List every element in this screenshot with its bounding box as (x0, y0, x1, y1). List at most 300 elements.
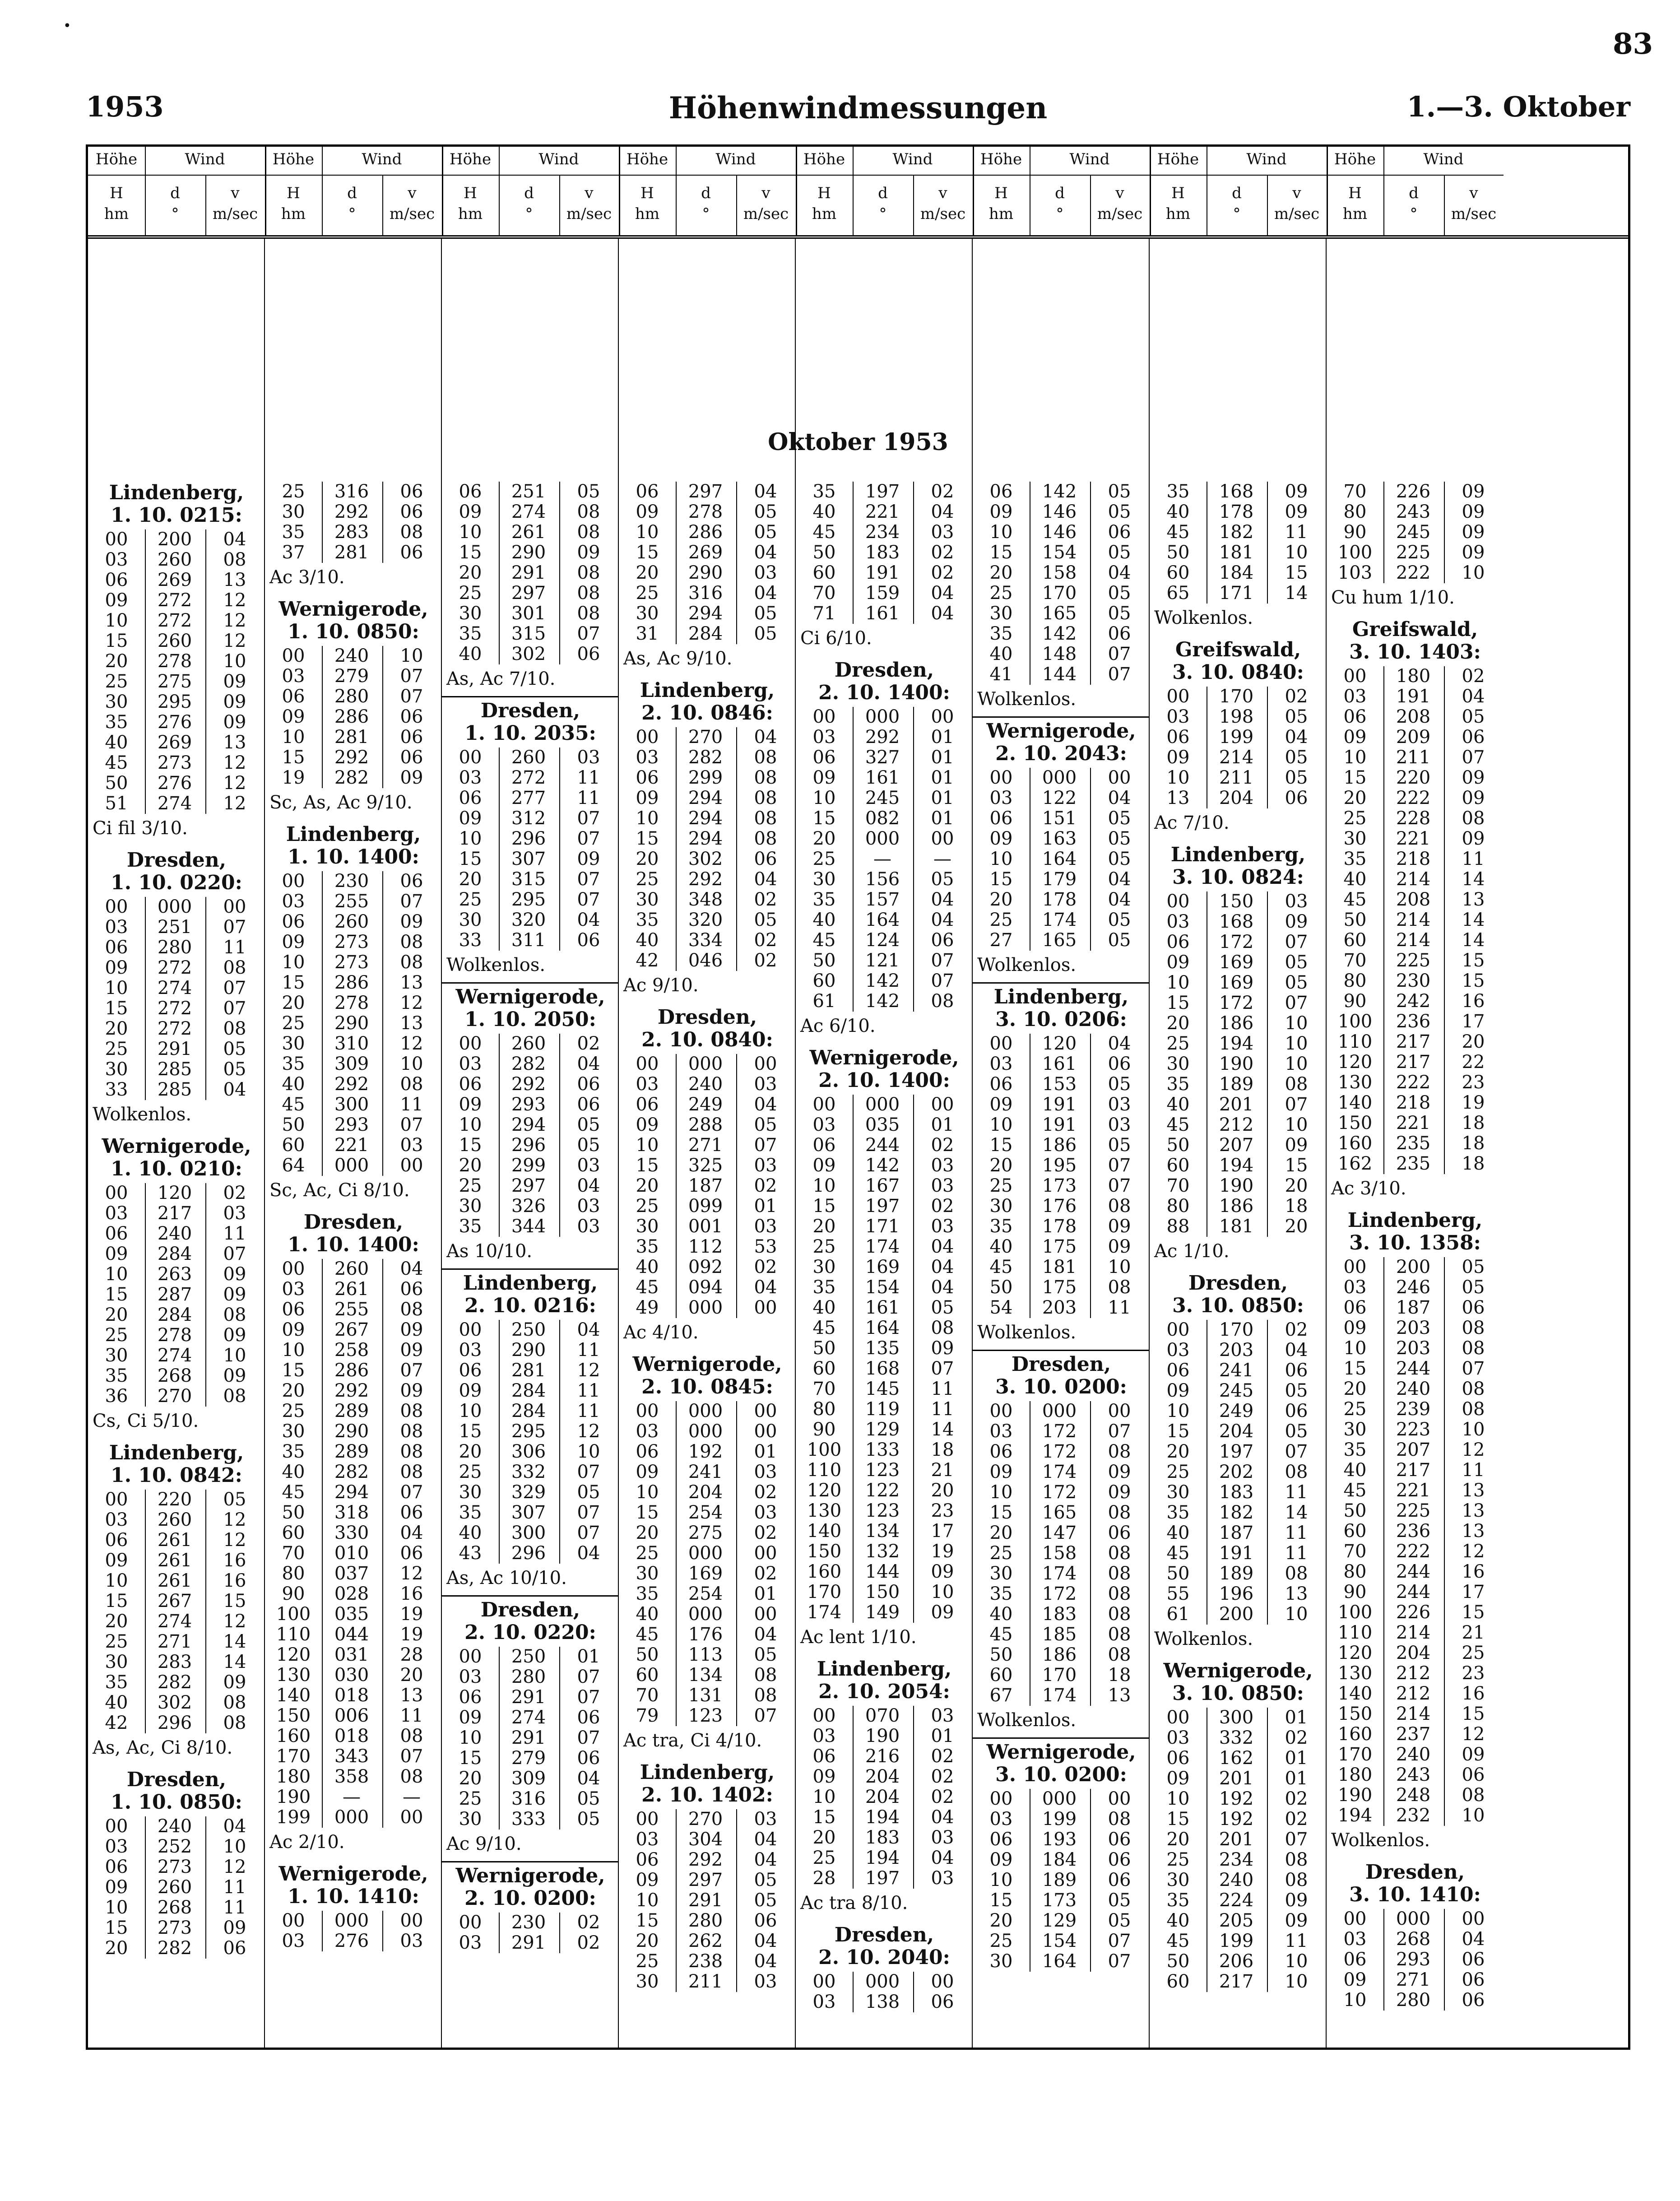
speed-cell: 08 (223, 1305, 246, 1325)
height-cell: 100 (1337, 542, 1373, 563)
cloud-note: Ac 3/10. (1331, 1178, 1406, 1199)
header-symbol: v (585, 184, 594, 202)
speed-cell: 07 (577, 889, 600, 910)
direction-cell: 218 (1396, 849, 1431, 869)
table-row (973, 1809, 1150, 1830)
height-cell: 03 (812, 1992, 836, 2012)
table-row (88, 1571, 265, 1591)
speed-cell: 07 (577, 1462, 600, 1482)
cell-divider (145, 692, 146, 712)
height-cell: 06 (282, 911, 305, 932)
table-row (442, 1381, 619, 1401)
cell-divider (676, 727, 677, 748)
cell-divider (853, 1237, 854, 1257)
height-cell: 10 (812, 1175, 836, 1196)
speed-cell: 20 (1285, 1175, 1308, 1196)
cell-divider (205, 1632, 206, 1652)
header-separator (88, 175, 265, 176)
speed-cell: 14 (931, 1419, 954, 1440)
direction-cell: 276 (157, 712, 192, 733)
speed-cell: 09 (1462, 481, 1485, 502)
header-symbol: d (878, 184, 888, 202)
direction-cell: 226 (1396, 481, 1431, 502)
cell-divider (676, 1421, 677, 1442)
table-row (796, 1135, 973, 1156)
height-cell: 30 (636, 1216, 659, 1237)
direction-cell: 217 (157, 1203, 192, 1224)
page-header (86, 90, 1630, 131)
height-cell: 60 (812, 1358, 836, 1379)
station-time: 3. 10. 0850: (1172, 1682, 1304, 1705)
table-row (1150, 1931, 1327, 1951)
direction-cell: 309 (511, 1768, 546, 1789)
cell-divider (1090, 829, 1091, 849)
cell-divider (676, 1911, 677, 1931)
table-row (796, 1542, 973, 1562)
table-row (1327, 1481, 1504, 1501)
height-cell: 09 (459, 1380, 482, 1401)
direction-cell: 176 (1042, 1196, 1077, 1217)
direction-cell: 260 (511, 747, 546, 768)
height-cell: 00 (282, 871, 305, 892)
height-cell: 03 (105, 917, 128, 938)
data-table (86, 144, 1630, 2050)
direction-cell: 221 (334, 1135, 369, 1156)
speed-cell: 11 (223, 1223, 246, 1244)
cell-divider (1090, 1401, 1091, 1421)
cell-divider (913, 543, 914, 563)
table-row (973, 1034, 1150, 1054)
table-row (619, 1870, 796, 1890)
height-cell: 15 (636, 828, 659, 849)
speed-cell: 06 (400, 727, 423, 748)
direction-cell: 309 (334, 1054, 369, 1074)
cell-divider (1267, 1972, 1268, 1992)
speed-cell: 06 (400, 501, 423, 522)
station-time: 2. 10. 1400: (818, 681, 950, 704)
table-row (442, 1176, 619, 1196)
station-name: Dresden, (834, 1923, 934, 1946)
speed-cell: 11 (1285, 1543, 1308, 1564)
cell-divider (205, 1203, 206, 1224)
speed-cell: 06 (577, 1094, 600, 1115)
cell-divider (559, 1809, 560, 1830)
speed-cell: 08 (400, 1726, 423, 1746)
cell-divider (1090, 1665, 1091, 1686)
height-cell: 00 (1343, 666, 1367, 687)
station-separator (442, 1595, 619, 1597)
direction-cell: 258 (334, 1340, 369, 1361)
cell-divider (205, 794, 206, 814)
direction-cell: 295 (511, 889, 546, 910)
cell-divider (499, 1156, 500, 1176)
direction-cell: 278 (157, 651, 192, 672)
height-cell: 35 (1166, 481, 1190, 502)
height-cell: 10 (636, 1482, 659, 1503)
direction-cell: 280 (688, 1910, 723, 1931)
direction-cell: 282 (334, 767, 369, 788)
cell-divider (913, 1277, 914, 1298)
direction-cell: 161 (865, 1297, 900, 1318)
table-row (88, 1857, 265, 1877)
table-row (265, 1584, 442, 1604)
table-row (1150, 1115, 1327, 1135)
page-mark: • (63, 18, 71, 34)
height-cell: 45 (812, 522, 836, 543)
speed-cell: 07 (931, 1358, 954, 1379)
cell-divider (499, 1115, 500, 1135)
speed-cell: 02 (754, 1563, 777, 1584)
direction-cell: 191 (1396, 686, 1431, 707)
table-row (619, 788, 796, 808)
cell-divider (559, 1728, 560, 1748)
speed-cell: 11 (577, 1380, 600, 1401)
station-time: 3. 10. 1403: (1349, 641, 1481, 664)
speed-cell: 02 (754, 1257, 777, 1277)
cell-divider (913, 583, 914, 604)
table-row (1327, 1154, 1504, 1174)
speed-cell: 08 (754, 767, 777, 788)
cell-divider (499, 1074, 500, 1095)
cell-divider (499, 890, 500, 910)
direction-cell: 145 (865, 1379, 900, 1399)
table-row (442, 644, 619, 664)
height-cell: 45 (1343, 889, 1367, 910)
cell-divider (1267, 1890, 1268, 1911)
cell-divider (676, 1564, 677, 1584)
speed-cell: 25 (1462, 1643, 1485, 1663)
station-time: 3. 10. 1358: (1349, 1231, 1481, 1254)
header-symbol: H (994, 184, 1008, 202)
direction-cell: 214 (1219, 747, 1254, 768)
speed-cell: 09 (1462, 542, 1485, 563)
direction-cell: 000 (865, 706, 900, 727)
cell-divider (913, 1338, 914, 1359)
data-column (442, 482, 619, 2048)
direction-cell: 235 (1396, 1153, 1431, 1174)
direction-cell: 000 (157, 896, 192, 917)
direction-cell: 174 (1042, 1685, 1077, 1706)
column-divider (382, 175, 383, 235)
cell-divider (205, 651, 206, 672)
speed-cell: 11 (1285, 522, 1308, 543)
height-cell: 20 (105, 1611, 128, 1632)
height-cell: 50 (812, 542, 836, 563)
direction-cell: 159 (865, 583, 900, 604)
height-cell: 25 (1166, 1033, 1190, 1054)
speed-cell: 07 (577, 1502, 600, 1523)
speed-cell: 03 (931, 1216, 954, 1237)
speed-cell: 08 (1285, 1870, 1308, 1890)
direction-cell: 018 (334, 1726, 369, 1746)
height-cell: 25 (989, 1175, 1013, 1196)
direction-cell: 284 (157, 1244, 192, 1264)
cell-divider (1383, 1663, 1384, 1684)
header-symbol: d (1055, 184, 1065, 202)
table-row (88, 897, 265, 917)
cell-divider (1383, 849, 1384, 869)
height-cell: 42 (105, 1713, 128, 1733)
cell-divider (205, 1510, 206, 1530)
speed-cell: 08 (223, 1386, 246, 1407)
cell-divider (1090, 1564, 1091, 1584)
height-cell: 06 (636, 767, 659, 788)
cell-divider (205, 753, 206, 773)
cell-divider (853, 1460, 854, 1481)
cell-divider (205, 998, 206, 1019)
column-header-group (796, 147, 974, 235)
height-cell: 50 (282, 1114, 305, 1135)
height-cell: 15 (105, 998, 128, 1019)
speed-cell: 01 (1285, 1748, 1308, 1769)
height-cell: 20 (812, 828, 836, 849)
height-cell: 06 (989, 1441, 1013, 1462)
height-cell: 30 (1343, 828, 1367, 849)
cell-divider (1267, 1523, 1268, 1543)
cell-divider (676, 849, 677, 869)
height-cell: 03 (1343, 1929, 1367, 1950)
direction-cell: 292 (334, 501, 369, 522)
direction-cell: 281 (511, 1360, 546, 1381)
cell-divider (676, 768, 677, 788)
cell-divider (145, 1264, 146, 1285)
height-cell: 45 (282, 1094, 305, 1115)
height-cell: 20 (282, 1380, 305, 1401)
cell-divider (1090, 1931, 1091, 1951)
cell-divider (1444, 1298, 1445, 1318)
station-name: Lindenberg, (640, 1761, 775, 1784)
height-cell: 90 (282, 1583, 305, 1604)
cell-divider (559, 583, 560, 604)
direction-cell: 290 (334, 1013, 369, 1034)
speed-cell: 04 (754, 869, 777, 890)
cell-divider (913, 1992, 914, 2012)
cell-divider (1444, 869, 1445, 890)
table-row (973, 1686, 1150, 1706)
table-row (796, 1481, 973, 1501)
direction-cell: 201 (1219, 1829, 1254, 1850)
direction-cell: 273 (157, 1857, 192, 1877)
station-name: Wernigerode, (1163, 1659, 1313, 1682)
speed-cell: 11 (577, 767, 600, 788)
table-row (973, 910, 1150, 930)
cell-divider (205, 958, 206, 978)
direction-cell: 190 (1219, 1054, 1254, 1074)
direction-cell: 274 (511, 1707, 546, 1728)
direction-cell: 334 (688, 930, 723, 951)
speed-cell: 07 (1285, 1441, 1308, 1462)
cell-divider (736, 1706, 737, 1726)
cloud-note: As, Ac, Ci 8/10. (93, 1737, 233, 1758)
cell-divider (1090, 910, 1091, 930)
speed-cell: 01 (754, 1441, 777, 1462)
speed-cell: 05 (1108, 1135, 1131, 1156)
table-row (1327, 1663, 1504, 1684)
speed-cell: 07 (931, 970, 954, 991)
direction-cell: 292 (511, 1074, 546, 1095)
table-row (619, 808, 796, 829)
table-row (1150, 1951, 1327, 1972)
table-row (973, 1604, 1150, 1625)
direction-cell: 169 (688, 1563, 723, 1584)
cell-divider (853, 1338, 854, 1359)
height-cell: 28 (812, 1868, 836, 1889)
speed-cell: 09 (1108, 1216, 1131, 1237)
table-row (265, 646, 442, 666)
direction-cell: 006 (334, 1705, 369, 1726)
table-row (619, 1298, 796, 1318)
table-row (619, 1237, 796, 1257)
cell-divider (322, 1911, 323, 1931)
cell-divider (145, 672, 146, 692)
direction-cell: 170 (1042, 583, 1077, 604)
height-cell: 25 (459, 889, 482, 910)
cell-divider (559, 829, 560, 849)
height-cell: 06 (812, 1135, 836, 1156)
speed-cell: 07 (400, 686, 423, 707)
cell-divider (145, 958, 146, 978)
cell-divider (322, 892, 323, 912)
height-cell: 45 (812, 1318, 836, 1338)
cell-divider (559, 930, 560, 951)
cell-divider (676, 1931, 677, 1951)
header-symbol: v (408, 184, 417, 202)
direction-cell: 205 (1219, 1910, 1254, 1931)
cell-divider (1444, 748, 1445, 768)
cell-divider (322, 1523, 323, 1543)
cell-divider (322, 1726, 323, 1746)
cell-divider (382, 1787, 383, 1807)
cell-divider (1444, 707, 1445, 727)
direction-cell: 168 (865, 1358, 900, 1379)
table-row (1327, 1970, 1504, 1990)
speed-cell: 04 (931, 910, 954, 930)
cell-divider (382, 1726, 383, 1746)
table-row (442, 1503, 619, 1523)
cell-divider (322, 1013, 323, 1034)
cell-divider (499, 563, 500, 583)
height-cell: 06 (812, 1746, 836, 1767)
cell-divider (1444, 482, 1445, 502)
cell-divider (853, 1298, 854, 1318)
table-row (619, 1503, 796, 1523)
cell-divider (499, 829, 500, 849)
cell-divider (736, 1584, 737, 1604)
table-row (973, 1401, 1150, 1421)
table-row (265, 912, 442, 932)
table-row (1150, 892, 1327, 912)
cell-divider (1444, 1950, 1445, 1970)
direction-cell: 300 (334, 1094, 369, 1115)
speed-cell: 12 (223, 1530, 246, 1551)
table-row (88, 1591, 265, 1611)
cell-divider (559, 604, 560, 624)
cell-divider (1444, 1704, 1445, 1724)
cell-divider (382, 1259, 383, 1279)
direction-cell: 000 (1396, 1908, 1431, 1929)
direction-cell: 294 (511, 1114, 546, 1135)
cloud-note: Wolkenlos. (1331, 1830, 1430, 1851)
speed-cell: 05 (1108, 1910, 1131, 1931)
height-cell: 160 (807, 1561, 842, 1582)
station-name: Dresden, (480, 1598, 580, 1621)
table-row (88, 1346, 265, 1366)
speed-cell: 08 (1108, 1502, 1131, 1523)
height-cell: 00 (989, 1033, 1013, 1054)
data-column (796, 482, 973, 2048)
direction-cell: 343 (334, 1746, 369, 1767)
speed-cell: 08 (931, 1318, 954, 1338)
header-d-deg (1207, 183, 1267, 224)
table-row (796, 604, 973, 624)
cell-divider (736, 1196, 737, 1217)
height-cell: 09 (1166, 747, 1190, 768)
direction-cell: 204 (1219, 788, 1254, 808)
speed-cell: 04 (1108, 869, 1131, 890)
height-cell: 25 (636, 583, 659, 604)
cell-divider (559, 1361, 560, 1381)
direction-cell: 248 (1396, 1785, 1431, 1806)
height-cell: 51 (105, 793, 128, 814)
speed-cell: 05 (754, 1114, 777, 1135)
cell-divider (1383, 1154, 1384, 1174)
header-symbol: H (817, 184, 831, 202)
cell-divider (1444, 1684, 1445, 1704)
cell-divider (1090, 1789, 1091, 1809)
cell-divider (1383, 666, 1384, 687)
speed-cell: 05 (1285, 952, 1308, 973)
cell-divider (499, 768, 500, 788)
cell-divider (913, 991, 914, 1012)
speed-cell: 16 (1462, 1683, 1485, 1704)
station-time: 3. 10. 0824: (1172, 866, 1304, 889)
direction-cell: 200 (1396, 1257, 1431, 1277)
table-row (973, 1135, 1150, 1156)
cell-divider (145, 1611, 146, 1632)
height-cell: 09 (1166, 1380, 1190, 1401)
direction-cell: 291 (511, 1932, 546, 1953)
direction-cell: 252 (157, 1836, 192, 1857)
height-cell: 174 (807, 1602, 842, 1623)
cell-divider (205, 1837, 206, 1857)
table-row (796, 1787, 973, 1807)
direction-cell: 280 (334, 686, 369, 707)
speed-cell: 15 (1462, 970, 1485, 991)
direction-cell: 261 (157, 1570, 192, 1591)
speed-cell: 04 (931, 1257, 954, 1277)
height-cell: 35 (459, 1216, 482, 1237)
table-row (973, 1237, 1150, 1257)
height-cell: 03 (989, 1421, 1013, 1442)
cell-divider (676, 1809, 677, 1830)
height-cell: 10 (459, 828, 482, 849)
direction-cell: 044 (334, 1624, 369, 1645)
height-cell: 110 (1337, 1031, 1373, 1052)
header-hoehe: Höhe (1334, 150, 1376, 168)
header-symbol: v (761, 184, 770, 202)
table-row (619, 1686, 796, 1706)
table-row (796, 808, 973, 829)
cell-divider (499, 1482, 500, 1503)
speed-cell: 05 (223, 1059, 246, 1080)
table-row (796, 482, 973, 502)
height-cell: 88 (1166, 1216, 1190, 1237)
cell-divider (1383, 1806, 1384, 1826)
cell-divider (913, 1562, 914, 1582)
speed-cell: 04 (223, 1079, 246, 1100)
direction-cell: 249 (1219, 1401, 1254, 1421)
cell-divider (1383, 1623, 1384, 1643)
